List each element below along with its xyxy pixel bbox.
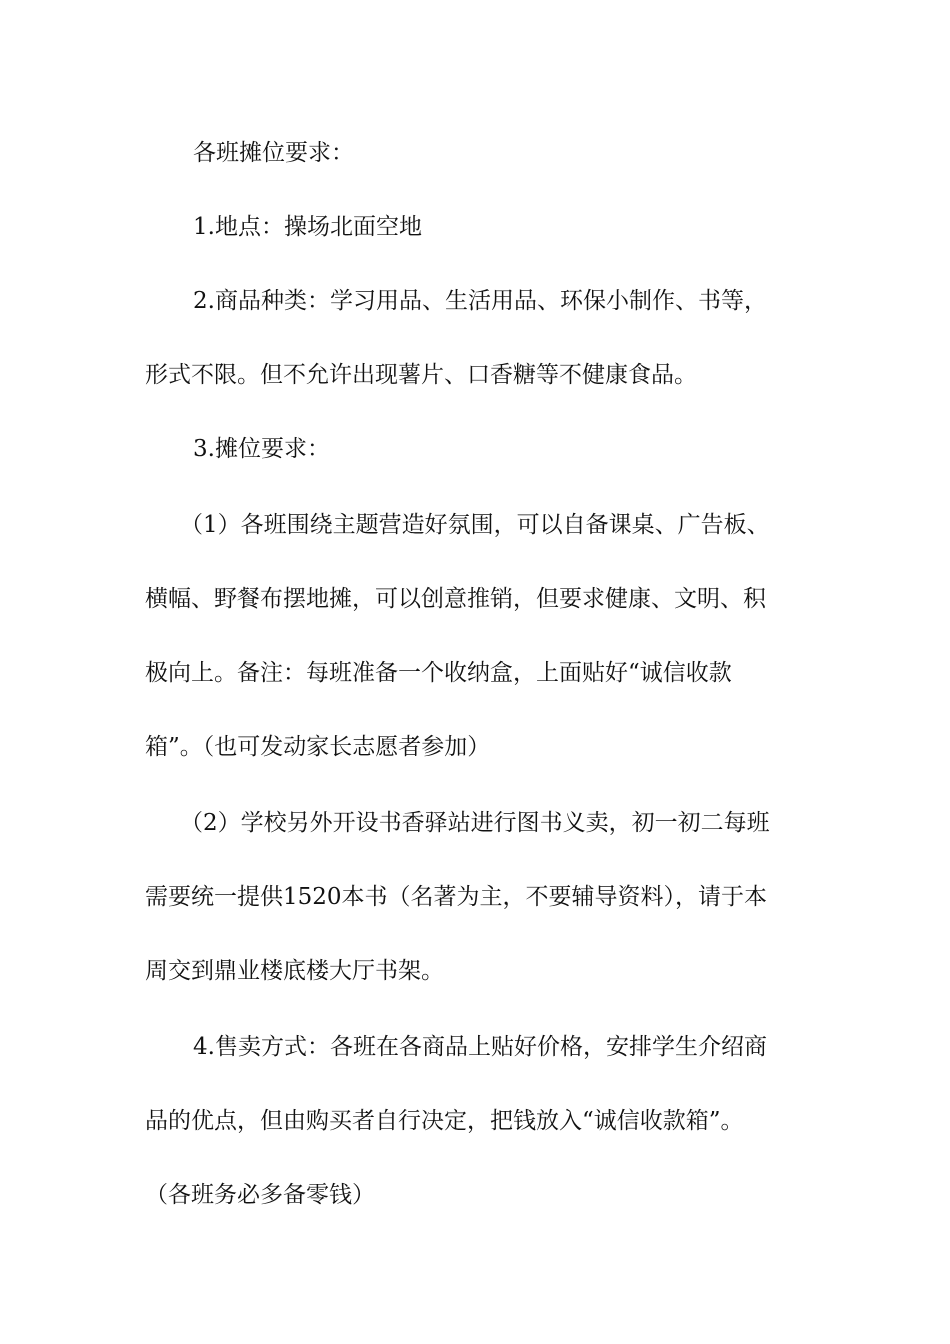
item-4-sales-method-note: （各班务必多备零钱） [145, 1182, 375, 1208]
subitem-2-line-1: （2）学校另外开设书香驿站进行图书义卖，初一初二每班 [180, 810, 770, 836]
item-4-sales-method-line-2: 品的优点，但由购买者自行决定，把钱放入“诚信收款箱”。 [145, 1108, 744, 1134]
subitem-1-line-4: 箱”。（也可发动家长志愿者参加） [145, 734, 491, 760]
subitem-1-line-2: 横幅、野餐布摆地摊，可以创意推销，但要求健康、文明、积 [145, 586, 766, 612]
subitem-2-line-3: 周交到鼎业楼底楼大厅书架。 [145, 958, 444, 984]
item-4-sales-method-line-1: 4.售卖方式：各班在各商品上贴好价格，安排学生介绍商 [193, 1034, 767, 1060]
subitem-1-line-1: （1）各班围绕主题营造好氛围，可以自备课桌、广告板、 [180, 512, 770, 538]
subitem-1-line-3: 极向上。备注：每班准备一个收纳盒，上面贴好“诚信收款 [145, 660, 732, 686]
item-3-stall-requirements: 3.摊位要求： [193, 436, 330, 462]
item-1-location: 1.地点：操场北面空地 [193, 214, 422, 240]
subitem-2-line-2: 需要统一提供1520本书（名著为主，不要辅导资料），请于本 [145, 884, 768, 910]
item-2-goods-types-line-1: 2.商品种类：学习用品、生活用品、环保小制作、书等， [193, 288, 767, 314]
section-heading-stall-requirements: 各班摊位要求： [193, 140, 354, 166]
item-2-goods-types-line-2: 形式不限。但不允许出现薯片、口香糖等不健康食品。 [145, 362, 697, 388]
